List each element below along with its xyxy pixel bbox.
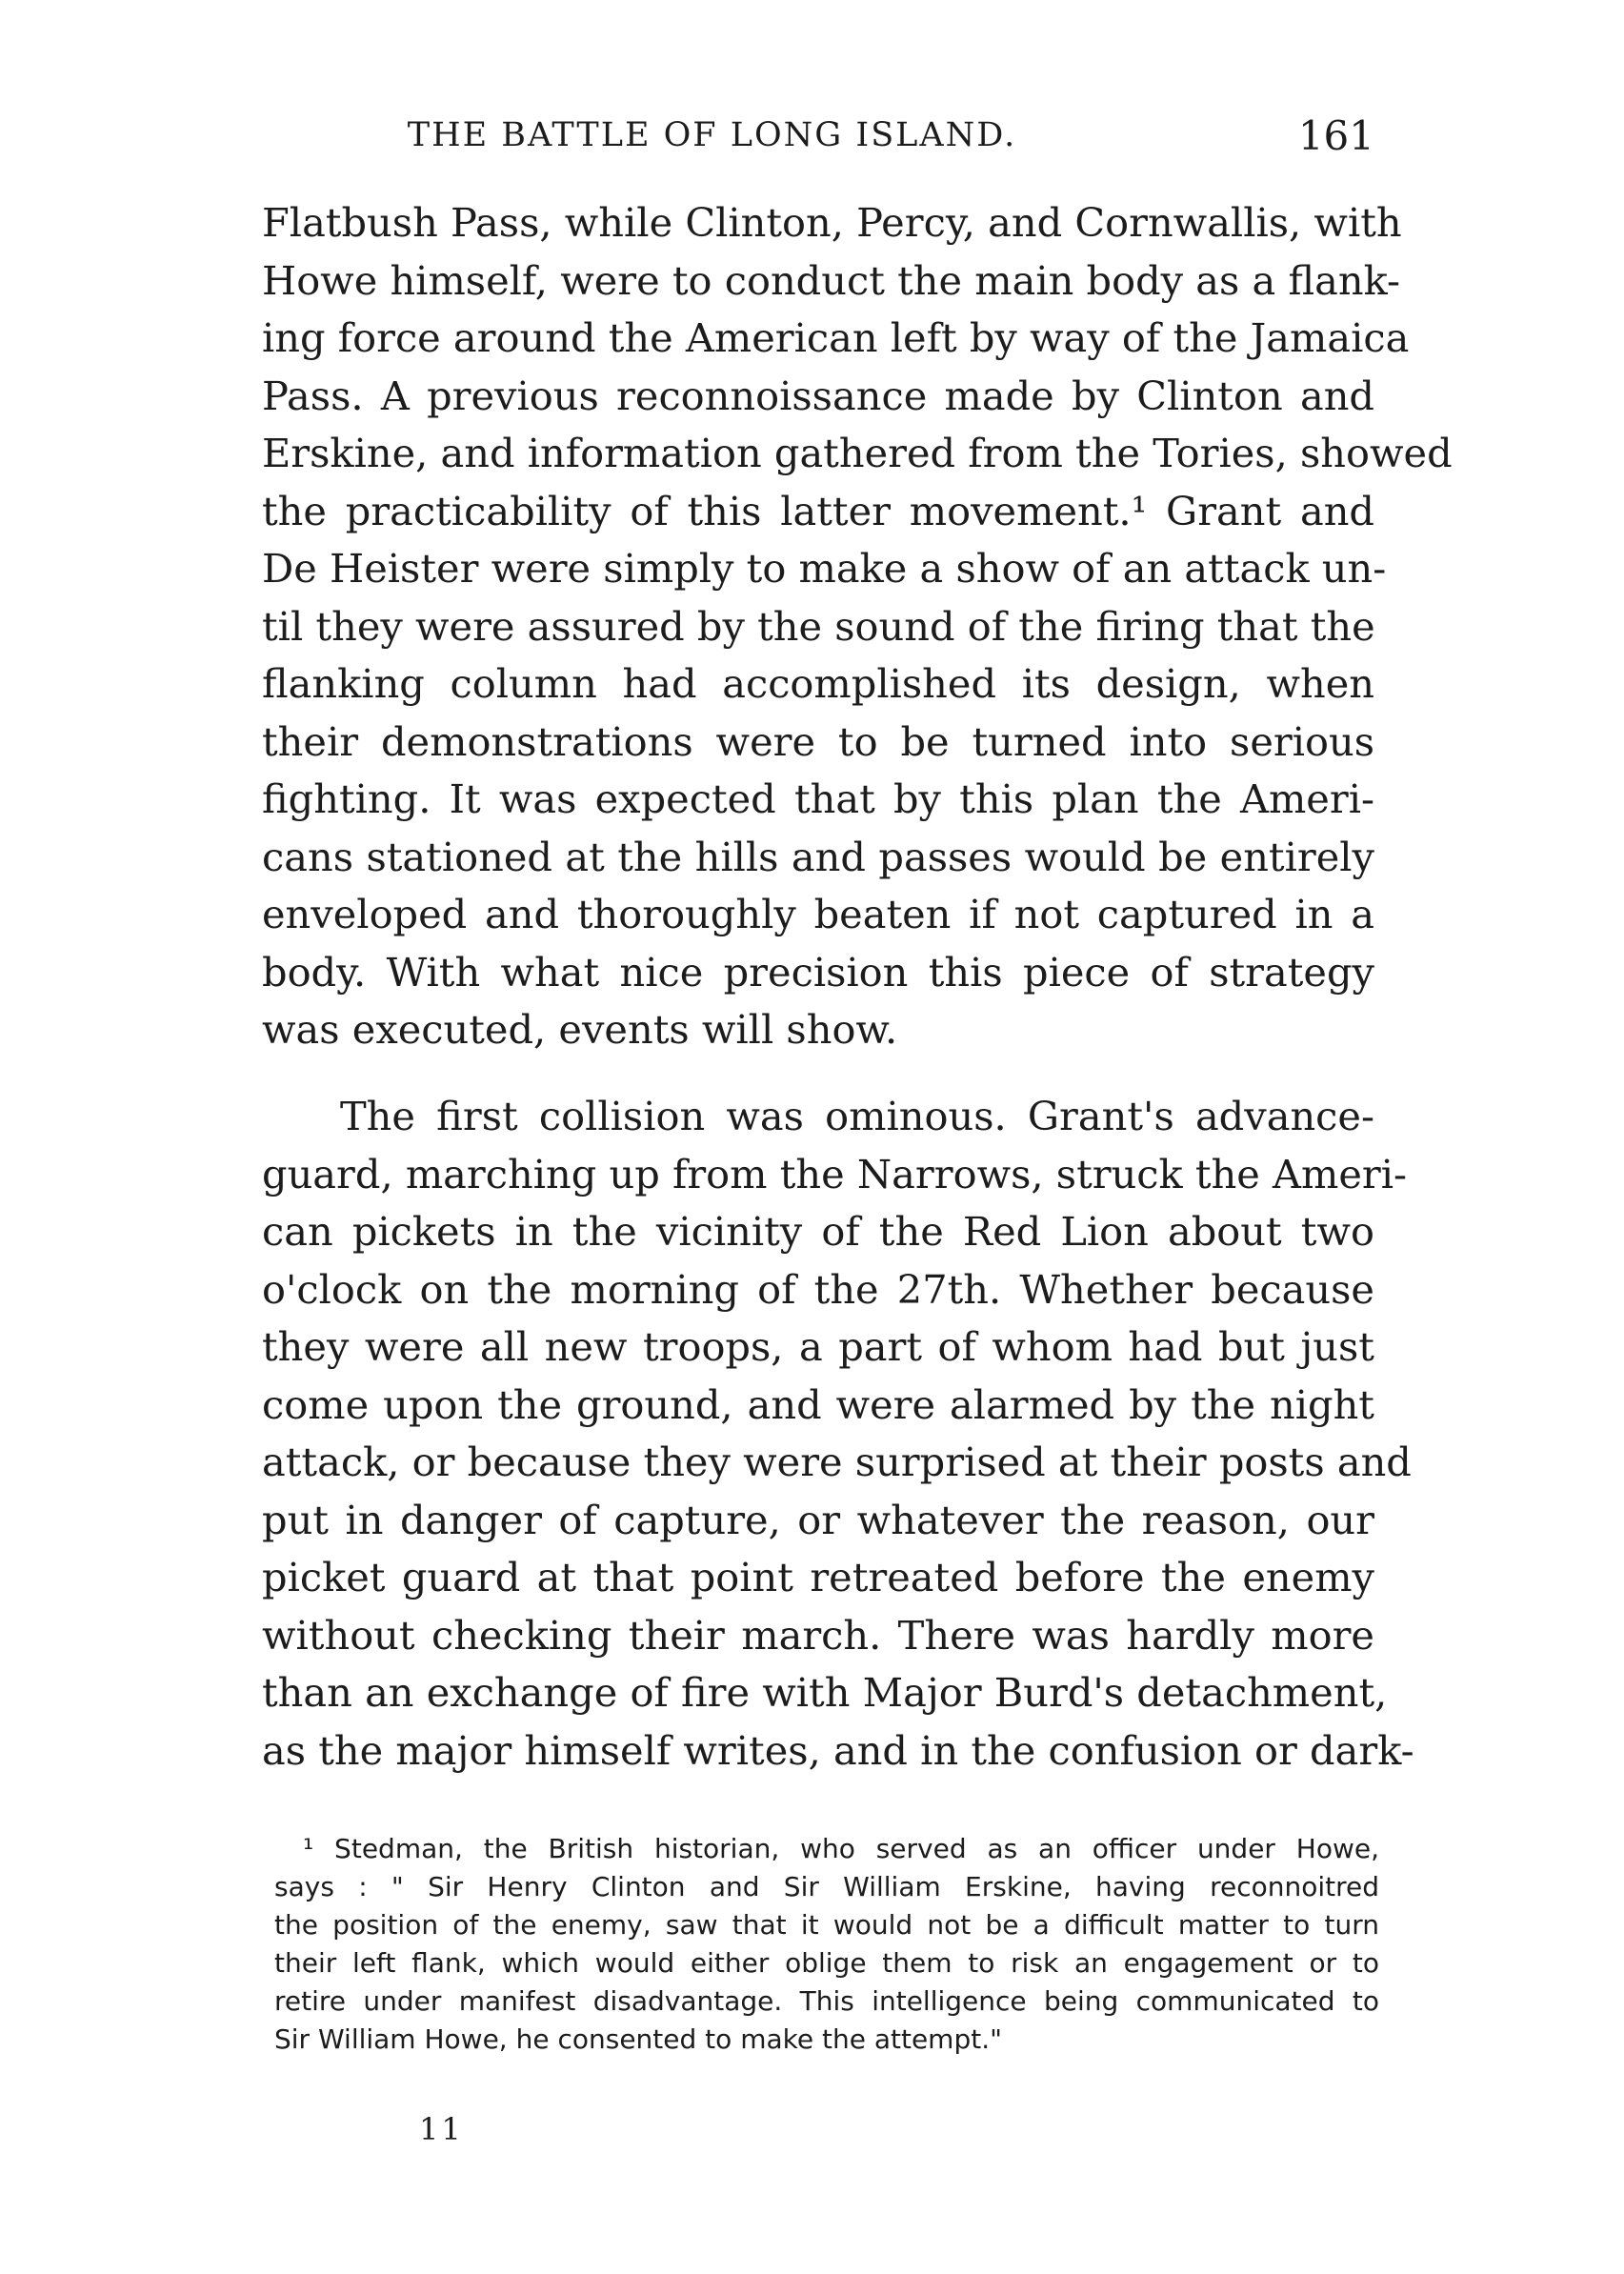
text-line: De Heister were simply to make a show of an attack un- xyxy=(262,545,1387,592)
text-line: Pass. A previous reconnoissance made by Clinton and xyxy=(262,372,1374,419)
text-line: come upon the ground, and were alarmed by the night xyxy=(262,1380,1374,1428)
paragraph-2 xyxy=(262,1088,1414,1780)
page-number: 161 xyxy=(1297,112,1374,159)
footnote-line: the position of the enemy, saw that it would not be a difficult matter to turn xyxy=(274,1909,1379,1941)
running-head xyxy=(262,112,1374,160)
footnote-line: retire under manifest disadvantage. This intelligence being communicated to xyxy=(274,1985,1379,2017)
text-line: Howe himself, were to conduct the main body as a flank- xyxy=(262,256,1401,304)
text-line: picket guard at that point retreated before the enemy xyxy=(262,1554,1374,1600)
text-line: Erskine, and information gathered from the Tories, showed xyxy=(262,430,1453,476)
text-line: put in danger of capture, or whatever the reason, our xyxy=(262,1496,1374,1543)
text-line: the practicability of this latter movement.¹ Grant and xyxy=(262,487,1374,534)
running-title: THE BATTLE OF LONG ISLAND. xyxy=(407,116,1017,154)
text-line: cans stationed at the hills and passes would be entirely xyxy=(262,833,1374,880)
text-line: til they were assured by the sound of the firing that the xyxy=(262,602,1375,650)
text-line: than an exchange of fire with Major Burd's detachment, xyxy=(262,1669,1388,1716)
footnote-line: ¹ Stedman, the British historian, who served as an officer under Howe, xyxy=(303,1833,1379,1864)
text-line: enveloped and thoroughly beaten if not captured in a xyxy=(262,891,1374,937)
footnote xyxy=(274,1830,1379,2059)
footnote-line: Sir William Howe, he consented to make the attempt." xyxy=(274,2023,1002,2055)
text-line: body. With what nice precision this piece of strategy xyxy=(262,948,1374,996)
text-line: their demonstrations were to be turned into serious xyxy=(262,717,1374,765)
text-line: attack, or because they were surprised at their posts and xyxy=(262,1439,1412,1485)
text-line: as the major himself writes, and in the confusion or dark- xyxy=(262,1726,1414,1774)
text-line: they were all new troops, a part of whom had but just xyxy=(262,1323,1374,1370)
paragraph-1 xyxy=(262,194,1453,1059)
text-line: can pickets in the vicinity of the Red Lion about two xyxy=(262,1208,1374,1255)
text-line: Flatbush Pass, while Clinton, Percy, and Cornwallis, with xyxy=(262,199,1402,246)
text-line: ing force around the American left by way of the Jamaica xyxy=(262,314,1410,361)
text-line: without checking their march. There was hardly more xyxy=(262,1611,1374,1659)
text-line: guard, marching up from the Narrows, struck the Ameri- xyxy=(262,1150,1408,1197)
text-line: The first collision was ominous. Grant's advance- xyxy=(340,1093,1374,1139)
signature-mark: 11 xyxy=(419,2111,464,2147)
text-line: o'clock on the morning of the 27th. Whether because xyxy=(262,1265,1374,1313)
text-line: fighting. It was expected that by this plan the Ameri- xyxy=(262,775,1374,822)
footnote-line: says : " Sir Henry Clinton and Sir William Erskine, having reconnoitred xyxy=(274,1871,1379,1902)
footnote-line: their left flank, which would either oblige them to risk an engagement or to xyxy=(274,1947,1379,1979)
text-line: was executed, events will show. xyxy=(262,1006,898,1053)
text-line: flanking column had accomplished its design, when xyxy=(262,660,1374,707)
